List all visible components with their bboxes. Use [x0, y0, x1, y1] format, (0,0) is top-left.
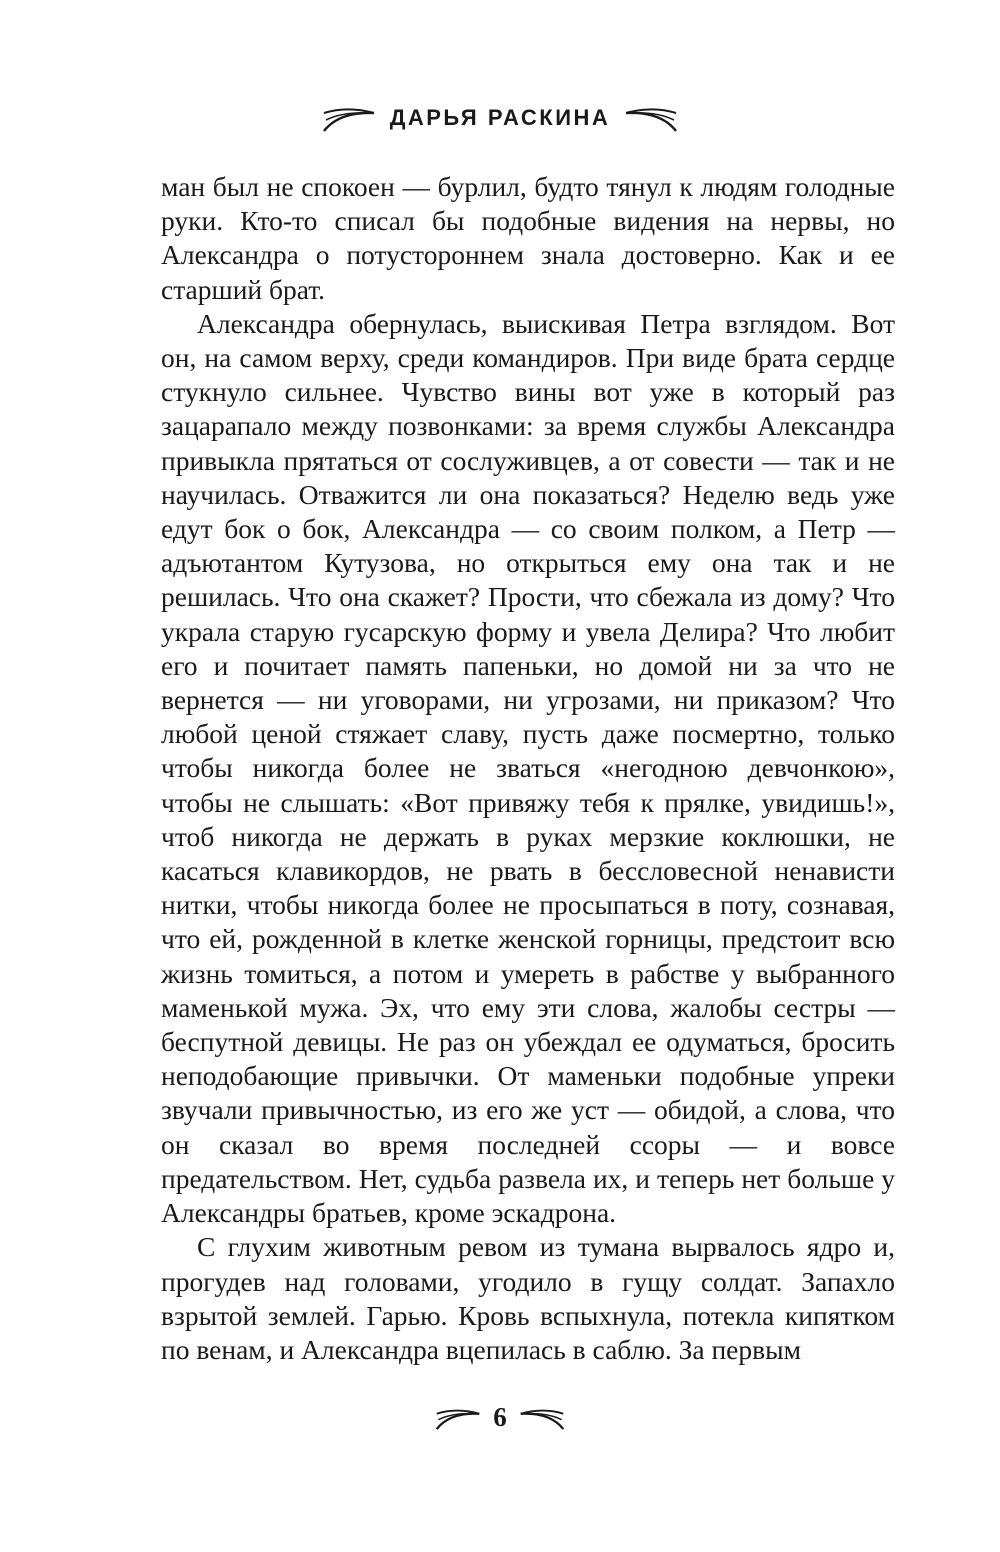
- running-header: [0, 104, 1000, 132]
- running-title: ДАРЬЯ РАСКИНА: [389, 105, 611, 130]
- paragraph: С глухим животным ревом из тумана вырвалось ядро и, прогудев над головами, угодило в гущу солдат. Запахло взрытой землей. Гарью. Кровь вспыхнула, потекла кипятком по венам, и Александра вцепилась в саблю. За первым: [161, 1231, 895, 1365]
- body-text: [161, 170, 895, 1367]
- page-footer: [0, 1402, 1000, 1433]
- paragraph: Александра обернулась, выискивая Петра взглядом. Вот он, на самом верху, среди командиров. При виде брата сердце стукнуло сильнее. Чувство вины вот уже в который раз зацарапало между позвонками: за время службы Александра привыкла прятаться от сослуживцев, а от совести — так и не научилась. Отважится ли она показаться? Неделю ведь уже едут бок о бок, Александра — со своим полком, а Петр — адъютантом Кутузова, но открыться ему она так и не решилась. Что она скажет? Прости, что сбежала из дому? Что украла старую гусарскую форму и увела Делира? Что любит его и почитает память папеньки, но домой ни за что не вернется — ни уговорами, ни угрозами, ни приказом? Что любой ценой стяжает славу, пусть даже посмертно, только чтобы никогда более не зваться «негодною девчонкою», чтобы не слышать: «Вот привяжу тебя к прялке, увидишь!», чтоб никогда не держать в руках мерзкие коклюшки, не касаться клавикордов, не рвать в бессловесной ненависти нитки, чтобы никогда более не просыпаться в поту, сознавая, что ей, рожденной в клетке женской горницы, предстоит всю жизнь томиться, а потом и умереть в рабстве у выбранного маменькой мужа. Эх, что ему эти слова, жалобы сестры — беспутной девицы. Не раз он убеждал ее одуматься, бросить неподобающие привычки. От маменьки подобные упреки звучали привычностью, из его же уст — обидой, а слова, что он сказал во время последней ссоры — и вовсе предательством. Нет, судьба развела их, и теперь нет больше у Александры братьев, кроме эскадрона.: [161, 307, 895, 1229]
- swoosh-ornament-icon: [519, 1406, 565, 1430]
- swoosh-ornament-icon: [322, 104, 376, 132]
- page-number: 6: [493, 1402, 507, 1432]
- swoosh-ornament-icon: [624, 104, 678, 132]
- swoosh-ornament-icon: [435, 1406, 481, 1430]
- paragraph: ман был не спокоен — бурлил, будто тянул к людям голодные руки. Кто-то списал бы подобные видения на нервы, но Александра о потустороннем знала достоверно. Как и ее старший брат.: [161, 171, 895, 305]
